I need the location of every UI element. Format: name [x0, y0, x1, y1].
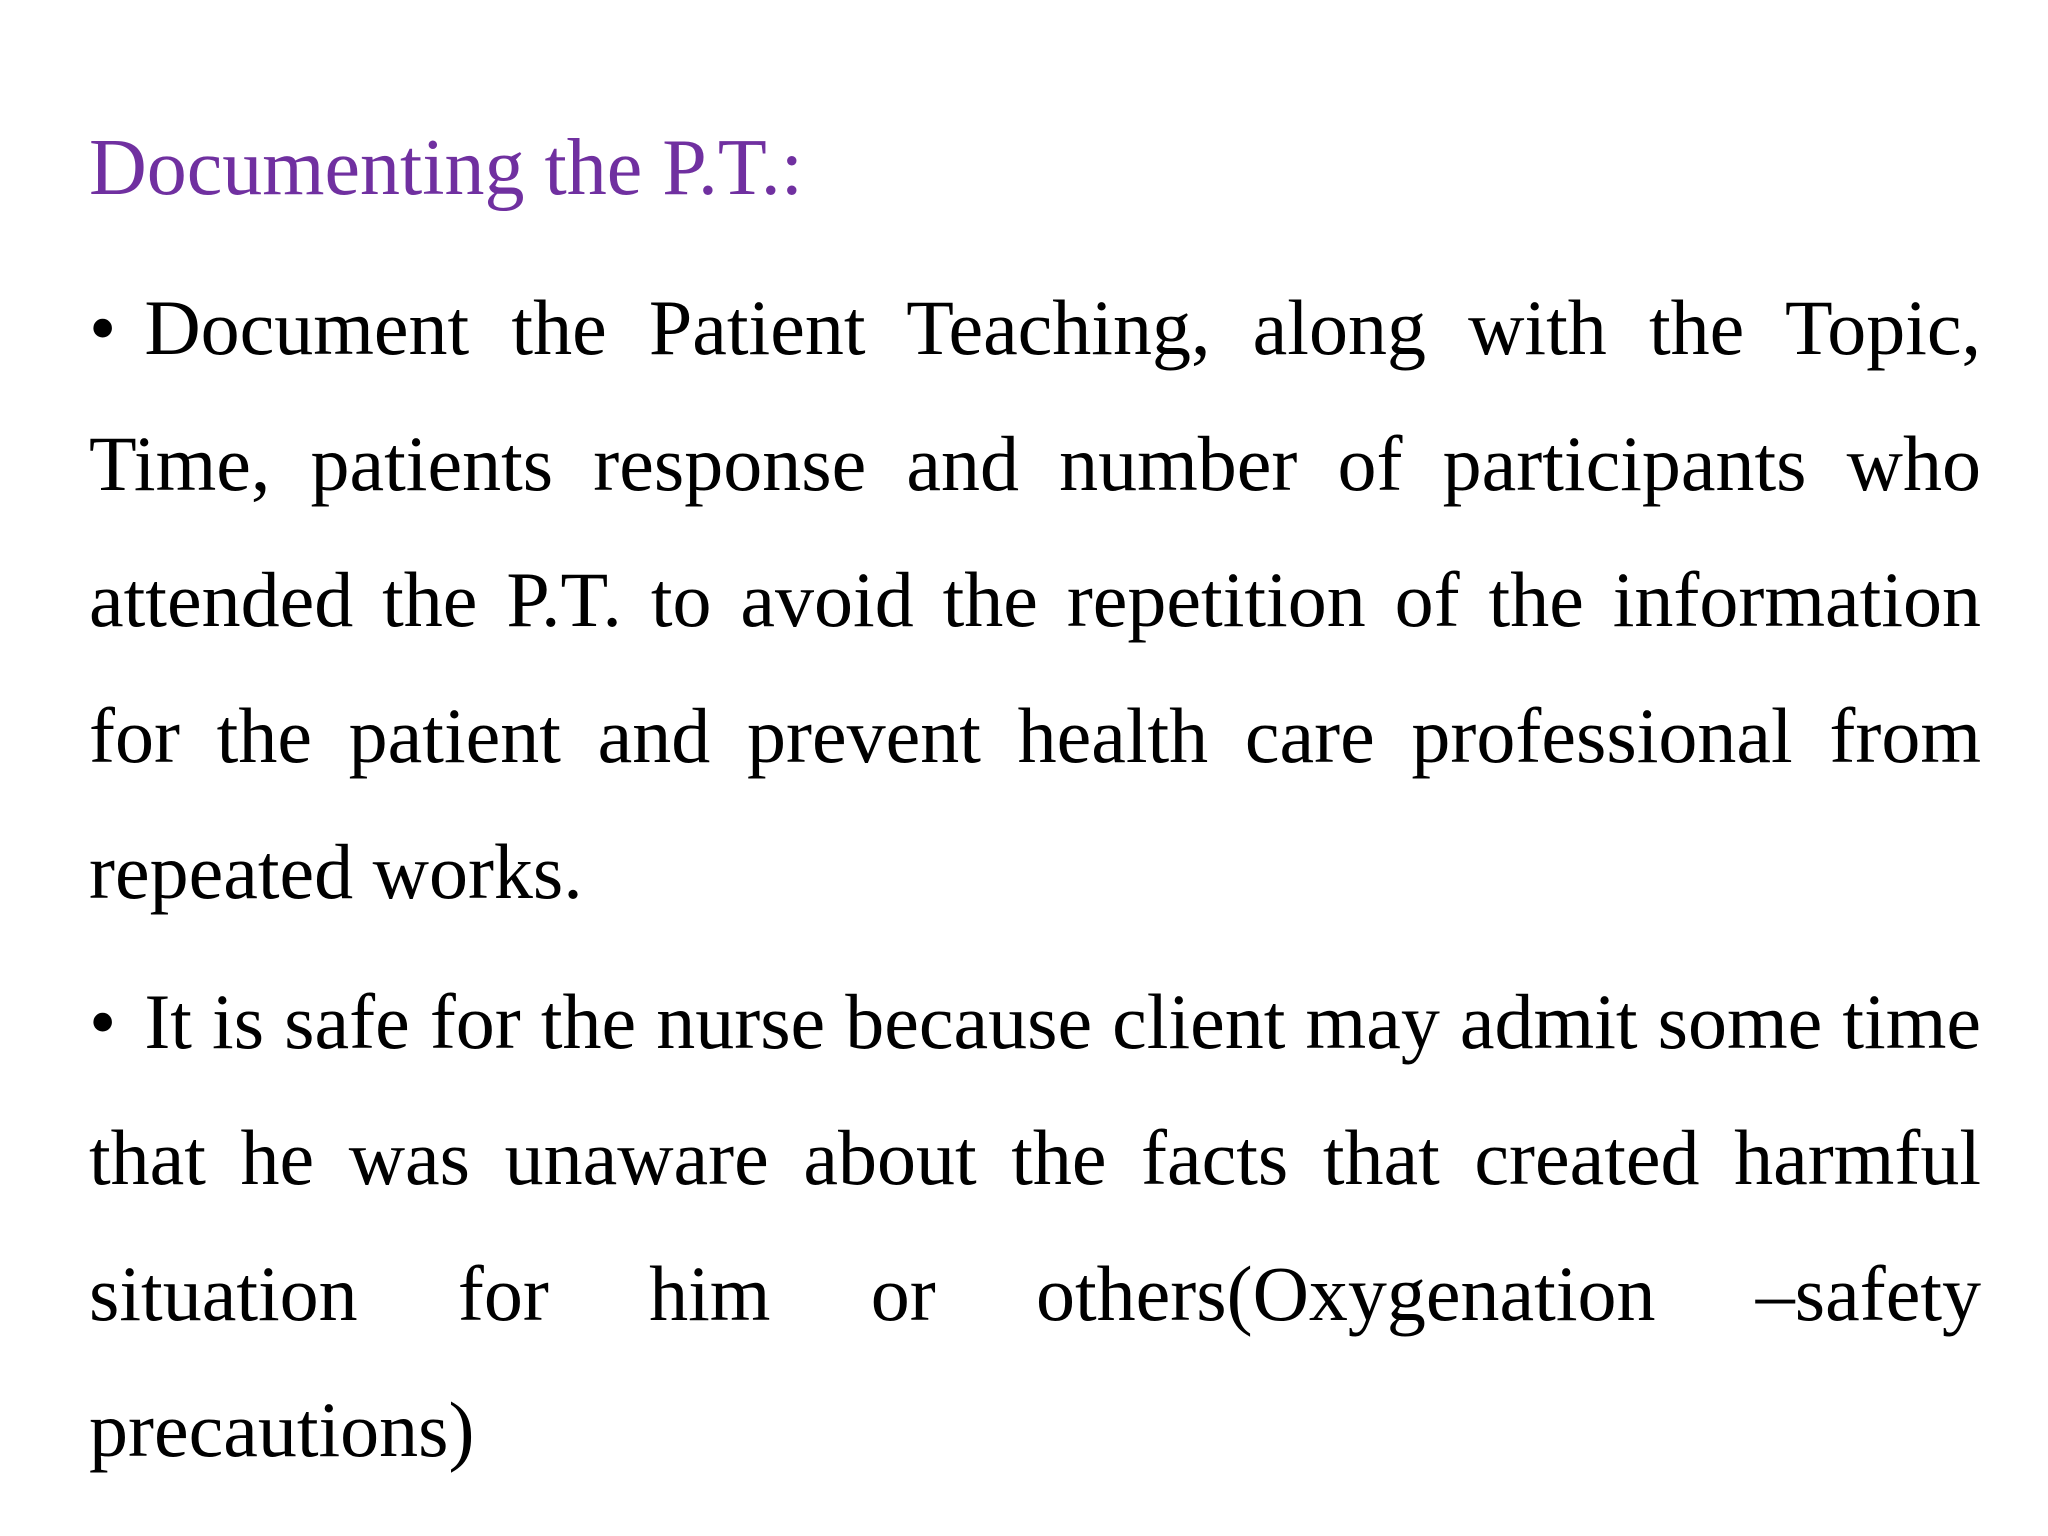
bullet-item-safety [89, 954, 1981, 1498]
bullet-marker: • [89, 978, 117, 1065]
bullet-text: Document the Patient Teaching, along with the Topic, Time, patients response and number of participants who attended the P.T. to avoid the repetition of the information for the patient and prevent health care professional from repeated works. [89, 284, 1981, 915]
bullet-item-documenting [89, 260, 1981, 940]
bullet-list [89, 260, 1981, 1498]
bullet-text: It is safe for the nurse because client may admit some time that he was unaware about the facts that created harmful situation for him or others(Oxygenation –safety precautions) [89, 978, 1981, 1473]
slide-title: Documenting the P.T.: [89, 124, 803, 212]
bullet-marker: • [89, 284, 117, 371]
